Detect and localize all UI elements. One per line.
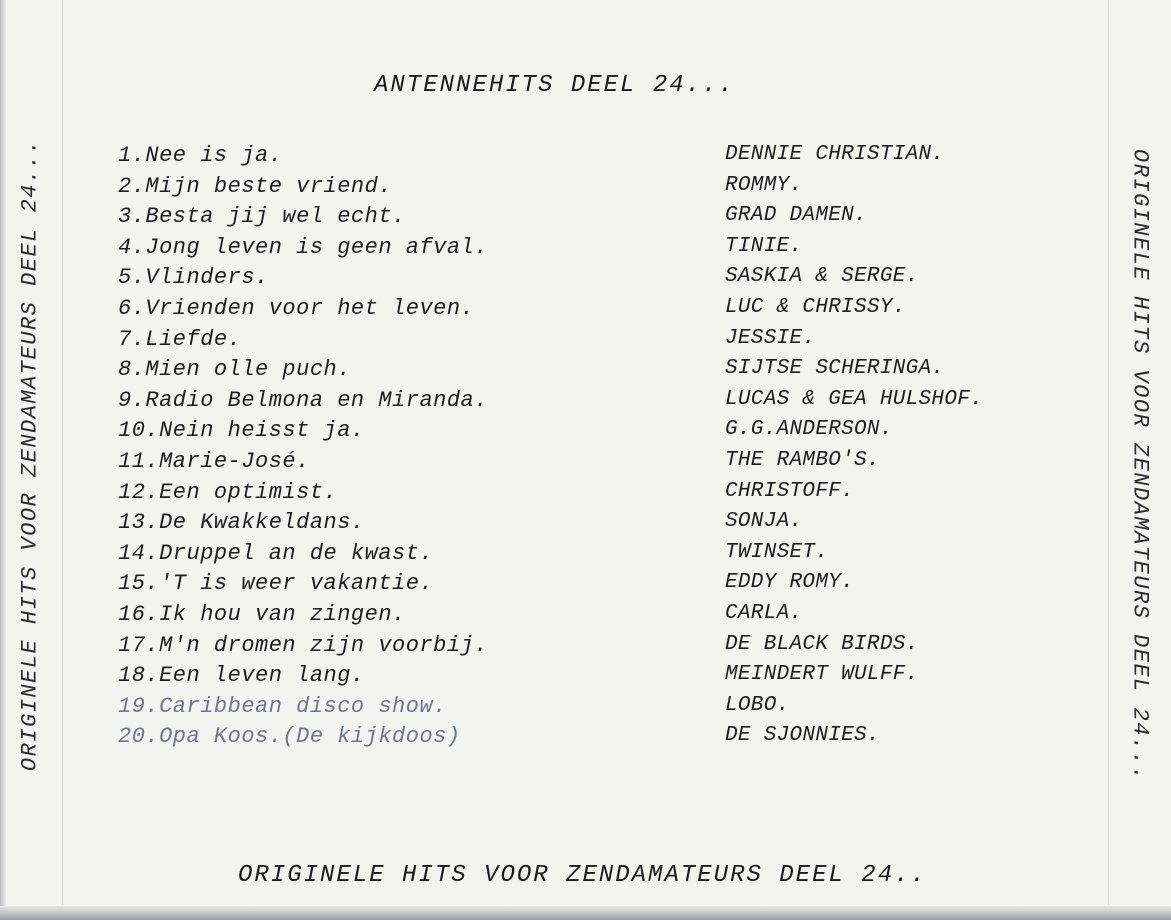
track-song: 1.Nee is ja. (118, 143, 283, 168)
track-row (118, 571, 1058, 602)
left-spine-text: ORIGINELE HITS VOOR ZENDAMATEURS DEEL 24... (17, 138, 43, 772)
track-row (118, 357, 1058, 388)
track-artist: LUC & CHRISSY. (725, 295, 906, 319)
track-artist: JESSIE. (725, 326, 816, 350)
track-artist: DE SJONNIES. (725, 724, 880, 748)
track-artist: SONJA. (725, 510, 803, 534)
track-artist: LUCAS & GEA HULSHOF. (725, 387, 984, 411)
left-spine (0, 0, 60, 900)
track-song: 12.Een optimist. (118, 479, 338, 505)
track-row (118, 296, 1058, 327)
track-artist: GRAD DAMEN. (725, 204, 867, 228)
track-row (118, 174, 1058, 205)
track-artist: SASKIA & SERGE. (725, 265, 919, 289)
track-song: 15.'T is weer vakantie. (118, 571, 434, 597)
track-artist: MEINDERT WULFF. (725, 663, 919, 687)
track-song: 14.Druppel an de kwast. (118, 540, 434, 566)
track-song: 4.Jong leven is geen afval. (118, 234, 488, 260)
track-artist: THE RAMBO'S. (725, 448, 880, 472)
track-row (118, 235, 1058, 266)
track-artist: DENNIE CHRISTIAN. (725, 143, 945, 166)
track-song: 9.Radio Belmona en Miranda. (118, 387, 488, 413)
track-artist: LOBO. (725, 693, 790, 717)
track-artist: SIJTSE SCHERINGA. (725, 357, 945, 381)
track-song: 7.Liefde. (118, 326, 242, 352)
track-song: 16.Ik hou van zingen. (118, 601, 406, 627)
right-spine (1110, 0, 1171, 900)
footer-title: ORIGINELE HITS VOOR ZENDAMATEURS DEEL 24.. (238, 862, 927, 889)
track-song: 20.Opa Koos.(De kijkdoos) (118, 724, 461, 750)
track-artist: ROMMY. (725, 173, 803, 197)
track-song: 13.De Kwakkeldans. (118, 510, 365, 536)
page-title: ANTENNEHITS DEEL 24... (374, 72, 735, 99)
track-song: 17.M'n dromen zijn voorbij. (118, 632, 488, 658)
track-artist: EDDY ROMY. (725, 571, 855, 595)
right-spine-text: ORIGINELE HITS VOOR ZENDAMATEURS DEEL 24... (1127, 148, 1153, 782)
track-song: 18.Een leven lang. (118, 663, 365, 689)
track-row (118, 388, 1058, 419)
track-row (118, 418, 1058, 449)
right-fold-line (1108, 0, 1109, 905)
track-row (118, 602, 1058, 633)
track-song: 3.Besta jij wel echt. (118, 204, 406, 230)
track-row (118, 480, 1058, 511)
track-song: 11.Marie-José. (118, 448, 310, 474)
left-fold-line (62, 0, 63, 905)
track-song: 8.Mien olle puch. (118, 357, 351, 383)
track-artist: TINIE. (725, 234, 803, 258)
track-row (118, 143, 1058, 174)
track-song: 5.Vlinders. (118, 265, 269, 291)
track-song: 6.Vrienden voor het leven. (118, 295, 475, 321)
track-row (118, 694, 1058, 725)
track-row (118, 724, 1058, 755)
track-artist: CARLA. (725, 601, 803, 625)
track-song: 19.Caribbean disco show. (118, 693, 447, 719)
track-row (118, 541, 1058, 572)
track-row (118, 327, 1058, 358)
track-artist: G.G.ANDERSON. (725, 418, 893, 442)
track-row (118, 510, 1058, 541)
track-artist: TWINSET. (725, 540, 829, 564)
track-artist: DE BLACK BIRDS. (725, 632, 919, 656)
track-row (118, 449, 1058, 480)
track-artist: CHRISTOFF. (725, 479, 855, 503)
track-row (118, 265, 1058, 296)
scan-bottom-edge (0, 906, 1171, 920)
track-song: 2.Mijn beste vriend. (118, 173, 393, 199)
track-row (118, 663, 1058, 694)
track-row (118, 633, 1058, 664)
track-row (118, 204, 1058, 235)
track-song: 10.Nein heisst ja. (118, 418, 365, 444)
track-list (118, 143, 1058, 755)
